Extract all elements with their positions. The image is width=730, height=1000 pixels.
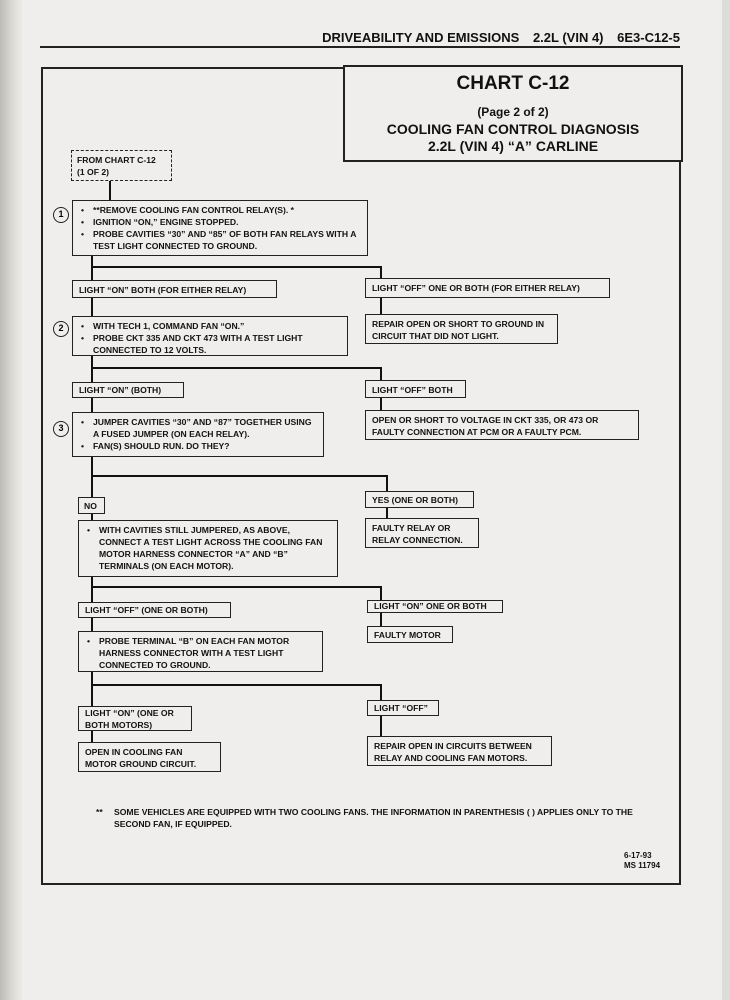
header-page-code: 6E3-C12-5 [617,30,680,45]
result-no: NO [78,497,105,514]
result-yes-one-or-both: YES (ONE OR BOTH) [365,491,474,508]
binding-gutter [0,0,22,1000]
connector-line [386,475,388,491]
action-repair-open-or-short-ground: REPAIR OPEN OR SHORT TO GROUND IN CIRCUIT THAT DID NOT LIGHT. [365,314,558,344]
connector-line [380,613,382,626]
action-faulty-relay: FAULTY RELAY OR RELAY CONNECTION. [365,518,479,548]
step-4-box [78,520,338,577]
result-light-on-one-or-both: LIGHT “ON” ONE OR BOTH [367,600,503,613]
document-ms-number: MS 11794 [624,861,661,870]
connector-line [91,356,93,382]
chart-number: CHART C-12 [456,73,570,94]
connector-line [91,256,93,280]
connector-line [380,586,382,600]
footnote-marker: ** [96,807,103,817]
action-repair-open-relay-motors: REPAIR OPEN IN CIRCUITS BETWEEN RELAY AND COOLING FAN MOTORS. [367,736,552,766]
step-1-item: • PROBE CAVITIES “30” AND “85” OF BOTH FAN RELAYS WITH A TEST LIGHT CONNECTED TO GROUND. [79,228,361,252]
action-faulty-motor: FAULTY MOTOR [367,626,453,643]
from-chart-line1: FROM CHART C-12 [77,155,156,165]
step-2-item: • PROBE CKT 335 AND CKT 473 WITH A TEST LIGHT CONNECTED TO 12 VOLTS. [79,332,341,356]
step-3-item: • FAN(S) SHOULD RUN. DO THEY? [79,440,317,452]
page-header [40,30,680,48]
connector-line [91,457,93,497]
from-chart-line2: (1 OF 2) [77,167,109,177]
chart-page: (Page 2 of 2) [477,105,549,119]
from-chart-box [71,150,172,181]
header-section: DRIVEABILITY AND EMISSIONS [322,30,520,45]
connector-line [380,716,382,736]
step-3-item: • JUMPER CAVITIES “30” AND “87” TOGETHER USING A FUSED JUMPER (ON EACH RELAY). [79,416,317,440]
step-5-box [78,631,323,672]
action-open-motor-ground: OPEN IN COOLING FAN MOTOR GROUND CIRCUIT. [78,742,221,772]
step-number-3: 3 [53,421,69,437]
connector-line [91,586,382,588]
result-light-on-both: LIGHT “ON” (BOTH) [72,382,184,398]
step-2-item: • WITH TECH 1, COMMAND FAN “ON.” [79,320,341,332]
connector-line [380,398,382,410]
footnote-text: SOME VEHICLES ARE EQUIPPED WITH TWO COOLING FANS. THE INFORMATION IN PARENTHESIS ( ) APPLIES ONLY TO THE SECOND FAN, IF EQUIPPED. [114,807,633,829]
step-number-1: 1 [53,207,69,223]
connector-line [380,684,382,700]
result-light-on-both-either: LIGHT “ON” BOTH (FOR EITHER RELAY) [72,280,277,298]
connector-line [91,731,93,742]
footnote [96,806,656,830]
step-1-item: • IGNITION “ON,” ENGINE STOPPED. [79,216,361,228]
chart-title-box [343,65,683,162]
connector-line [91,577,93,602]
header-engine: 2.2L (VIN 4) [532,30,604,45]
connector-line [91,398,93,412]
chart-name: COOLING FAN CONTROL DIAGNOSIS [386,121,640,137]
connector-line [91,684,382,686]
connector-line [386,508,388,518]
step-1-item: • **REMOVE COOLING FAN CONTROL RELAY(S). * [79,204,361,216]
connector-line [91,475,388,477]
result-light-off-both: LIGHT “OFF” BOTH [365,380,466,398]
result-light-off: LIGHT “OFF” [367,700,439,716]
document-date: 6-17-93 [624,851,652,860]
step-2-box [72,316,348,356]
document-code [624,851,660,871]
connector-line [91,618,93,631]
step-1-box [72,200,368,256]
connector-line [91,266,382,268]
step-number-2: 2 [53,321,69,337]
action-open-or-short-voltage: OPEN OR SHORT TO VOLTAGE IN CKT 335, OR 473 OR FAULTY CONNECTION AT PCM OR A FAULTY PCM. [365,410,639,440]
step-4-item: • WITH CAVITIES STILL JUMPERED, AS ABOVE, CONNECT A TEST LIGHT ACROSS THE COOLING FAN MOTOR HARNESS CONNECTOR “A” AND “B” TERMINALS (ON EACH MOTOR). [85,524,331,572]
result-light-on-one-or-both-motors: LIGHT “ON” (ONE OR BOTH MOTORS) [78,706,192,731]
connector-line [91,367,382,369]
step-3-box [72,412,324,457]
chart-carline: 2.2L (VIN 4) “A” CARLINE [427,138,599,154]
connector-line [91,672,93,706]
connector-line [380,298,382,314]
connector-line [91,298,93,316]
result-light-off-one-or-both-either: LIGHT “OFF” ONE OR BOTH (FOR EITHER RELAY) [365,278,610,298]
result-light-off-one-or-both: LIGHT “OFF” (ONE OR BOTH) [78,602,231,618]
step-5-item: • PROBE TERMINAL “B” ON EACH FAN MOTOR HARNESS CONNECTOR WITH A TEST LIGHT CONNECTED TO GROUND. [85,635,316,671]
